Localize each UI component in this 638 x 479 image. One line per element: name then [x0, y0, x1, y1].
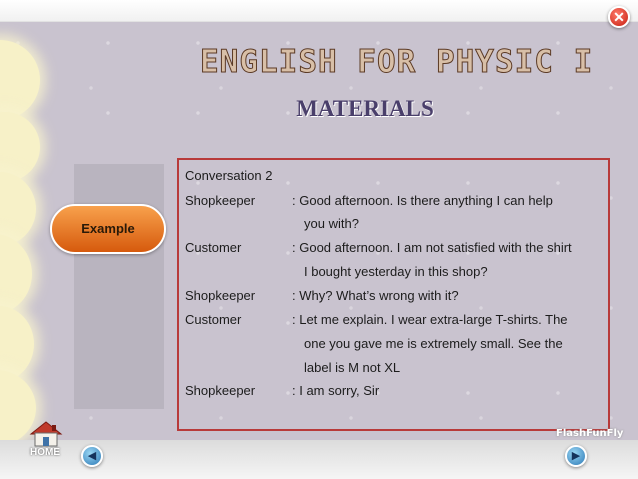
dialogue-line: : Good afternoon. Is there anything I can help — [292, 193, 553, 208]
cloud-decoration — [0, 112, 40, 182]
dialogue-line: you with? — [304, 216, 359, 231]
speaker-label: Shopkeeper — [185, 288, 256, 303]
brand-logo: FlashFunFly — [556, 428, 624, 439]
cloud-decoration — [0, 40, 40, 120]
top-bar — [0, 0, 638, 22]
arrow-left-icon: ◀ — [87, 450, 97, 462]
cloud-decoration — [0, 234, 32, 314]
house-icon — [28, 420, 64, 448]
close-icon: ✕ — [613, 9, 625, 25]
dialogue-line: : Let me explain. I wear extra-large T-shirts. The — [292, 312, 568, 327]
conversation-heading: Conversation 2 — [185, 168, 273, 183]
next-button[interactable] — [565, 445, 587, 467]
dialogue-line: one you gave me is extremely small. See the — [304, 336, 563, 351]
speaker-label: Customer — [185, 240, 242, 255]
previous-button[interactable] — [81, 445, 103, 467]
dialogue-line: : Good afternoon. I am not satisfied with the shirt — [292, 240, 572, 255]
page-subtitle: MATERIALS — [296, 96, 434, 121]
dialogue-line: label is M not XL — [304, 360, 401, 375]
page-title: ENGLISH FOR PHYSIC I — [200, 44, 594, 80]
dialogue-line: : I am sorry, Sir — [292, 383, 380, 398]
speaker-label: Shopkeeper — [185, 383, 256, 398]
close-button[interactable] — [608, 6, 630, 28]
example-side-panel — [74, 164, 164, 409]
example-button[interactable]: Example — [50, 204, 166, 254]
dialogue-line: : Why? What’s wrong with it? — [292, 288, 459, 303]
arrow-right-icon: ▶ — [571, 450, 581, 462]
speaker-label: Shopkeeper — [185, 193, 256, 208]
dialogue-line: I bought yesterday in this shop? — [304, 264, 488, 279]
home-label[interactable]: HOME — [30, 447, 60, 458]
speaker-label: Customer — [185, 312, 242, 327]
home-button[interactable] — [28, 420, 64, 448]
